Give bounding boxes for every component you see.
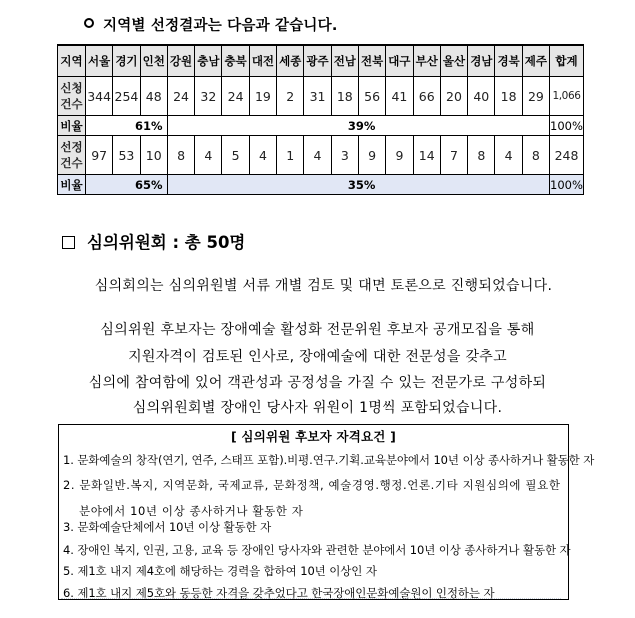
table-cell: 18 [331, 77, 358, 116]
header-cell: 광주 [304, 45, 331, 77]
requirement-continuation: 분야에서 10년 이상 종사하거나 활동한 자 [79, 504, 304, 518]
requirement-item: 5. 제1호 내지 제4호에 해당하는 경력을 합하여 10년 이상인 자 [63, 564, 377, 578]
table-cell: 8 [468, 136, 495, 175]
paragraph-line: 지원자격이 검토된 인사로, 장애예술에 대한 전문성을 갖추고 [128, 349, 507, 365]
table-cell: 3 [331, 136, 358, 175]
circle-bullet-icon [84, 18, 94, 28]
table-cell: 41 [386, 77, 413, 116]
region-results-table [57, 44, 584, 195]
table-cell: 31 [304, 77, 331, 116]
table-cell: 4 [495, 136, 522, 175]
table-cell: 4 [304, 136, 331, 175]
header-cell: 대전 [249, 45, 276, 77]
table-cell: 1 [277, 136, 304, 175]
paragraph-process: 심의회의는 심의위원별 서류 개별 검토 및 대면 토론으로 진행되었습니다. [94, 278, 553, 294]
applications-ratio-row [58, 116, 584, 136]
header-cell: 경남 [468, 45, 495, 77]
intro-text: 지역별 선정결과는 다음과 같습니다. [103, 18, 338, 34]
requirement-item: 2. 문화일반.복지, 지역문화, 국제교류, 문화정책, 예술경영.행정.언론.기타 지원심의에 필요한 분야에서 10년 이상 종사하거나 활동한 자 [63, 478, 561, 518]
header-cell: 인천 [140, 45, 167, 77]
header-cell: 부산 [413, 45, 440, 77]
square-bullet-icon [62, 236, 75, 249]
table-cell: 9 [386, 136, 413, 175]
applications-row [58, 77, 584, 116]
table-cell: 97 [86, 136, 113, 175]
table-cell: 56 [358, 77, 385, 116]
table-cell: 10 [140, 136, 167, 175]
header-cell: 경기 [113, 45, 140, 77]
table-cell: 48 [140, 77, 167, 116]
selections-row [58, 136, 584, 175]
header-cell: 전북 [358, 45, 385, 77]
header-cell: 충남 [195, 45, 222, 77]
other-regions-ratio-cell: 39% [167, 116, 549, 136]
table-cell: 5 [222, 136, 249, 175]
other-regions-ratio-cell: 35% [167, 175, 549, 195]
ratio-total-cell: 100% [550, 175, 584, 195]
dotted-underline [61, 598, 561, 599]
section-heading [62, 229, 245, 253]
table-cell: 32 [195, 77, 222, 116]
paragraph-line: 심의위원회별 장애인 당사자 위원이 1명씩 포함되었습니다. [132, 400, 503, 416]
table-cell: 53 [113, 136, 140, 175]
table-cell: 9 [358, 136, 385, 175]
table-header-row [58, 45, 584, 77]
header-cell: 제주 [522, 45, 549, 77]
selections-total-cell: 248 [550, 136, 584, 175]
row-label-applications: 신청 건수 [58, 77, 86, 116]
requirement-item: 3. 문화예술단체에서 10년 이상 활동한 자 [63, 520, 272, 534]
row-label-ratio: 비율 [58, 116, 86, 136]
capital-area-ratio-cell: 65% [86, 175, 168, 195]
header-cell: 울산 [440, 45, 467, 77]
header-cell: 전남 [331, 45, 358, 77]
section-title: 심의위원회 : 총 50명 [87, 233, 246, 252]
table-cell: 19 [249, 77, 276, 116]
table-cell: 14 [413, 136, 440, 175]
selections-ratio-row [58, 175, 584, 195]
requirements-box [58, 424, 595, 600]
ratio-total-cell: 100% [550, 116, 584, 136]
table-cell: 66 [413, 77, 440, 116]
header-cell-total: 합계 [550, 45, 584, 77]
table-cell: 344 [86, 77, 113, 116]
table-cell: 254 [113, 77, 140, 116]
header-cell: 강원 [167, 45, 194, 77]
table-cell: 40 [468, 77, 495, 116]
row-label-selections: 선정 건수 [58, 136, 86, 175]
intro-heading [84, 14, 338, 35]
applications-total-cell: 1,066 [550, 77, 584, 116]
paragraph-line: 심의에 참여함에 있어 객관성과 공정성을 가질 수 있는 전문가로 구성하되 [88, 375, 547, 391]
table-cell: 18 [495, 77, 522, 116]
header-cell-region: 지역 [58, 45, 86, 77]
header-cell: 대구 [386, 45, 413, 77]
paragraph-line: 심의위원 후보자는 장애예술 활성화 전문위원 후보자 공개모집을 통해 [100, 322, 535, 338]
requirement-item: 1. 문화예술의 창작(연기, 연주, 스태프 포함).비평.연구.기획.교육분야에서 10년 이상 종사하거나 활동한 자 [63, 453, 595, 467]
header-cell: 경북 [495, 45, 522, 77]
header-cell: 세종 [277, 45, 304, 77]
table-cell: 24 [222, 77, 249, 116]
capital-area-ratio-cell: 61% [86, 116, 168, 136]
table-cell: 2 [277, 77, 304, 116]
table-cell: 8 [522, 136, 549, 175]
table-cell: 4 [249, 136, 276, 175]
requirement-item: 6. 제1호 내지 제5호와 동등한 자격을 갖추었다고 한국장애인문화예술원이 인정하는 자 [63, 586, 495, 600]
table-cell: 29 [522, 77, 549, 116]
requirement-item: 4. 장애인 복지, 인권, 고용, 교육 등 장애인 당사자와 관련한 분야에서 10년 이상 종사하거나 활동한 자 [63, 543, 571, 557]
table-cell: 7 [440, 136, 467, 175]
table-cell: 24 [167, 77, 194, 116]
header-cell: 서울 [86, 45, 113, 77]
table-cell: 8 [167, 136, 194, 175]
requirements-title: [ 심의위원 후보자 자격요건 ] [230, 429, 397, 444]
table-cell: 4 [195, 136, 222, 175]
row-label-ratio: 비율 [58, 175, 86, 195]
header-cell: 충북 [222, 45, 249, 77]
table-cell: 20 [440, 77, 467, 116]
